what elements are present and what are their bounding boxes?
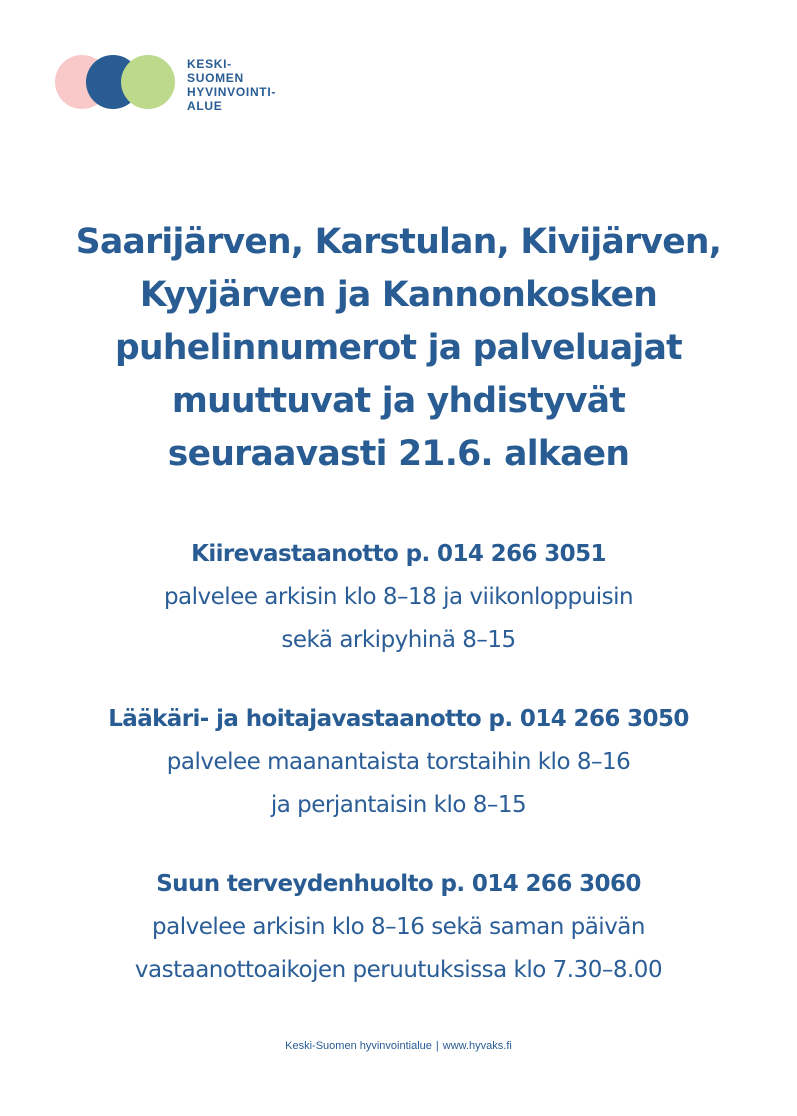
headline-line-3: puhelinnumerot ja palveluajat xyxy=(115,328,682,368)
service-hours-line: palvelee arkisin klo 8–18 ja viikonloppuisin xyxy=(163,584,634,610)
logo-circles-icon xyxy=(55,54,177,110)
footer-separator: | xyxy=(435,1040,439,1052)
service-suun-terveydenhuolto xyxy=(20,863,777,992)
service-hours-line: vastaanottoaikojen peruutuksissa klo 7.30–8.00 xyxy=(134,957,663,983)
service-hours-line: ja perjantaisin klo 8–15 xyxy=(270,792,527,818)
service-title: Suun terveydenhuolto p. 014 266 3060 xyxy=(156,871,641,897)
logo-wordmark xyxy=(187,57,276,113)
page-title xyxy=(20,216,777,481)
logo xyxy=(55,54,300,112)
logo-line-3: HYVINVOINTI- xyxy=(187,85,277,99)
services-list xyxy=(20,533,777,1028)
logo-line-4: ALUE xyxy=(187,99,223,113)
footer-org: Keski-Suomen hyvinvointialue xyxy=(285,1040,432,1052)
headline-line-1: Saarijärven, Karstulan, Kivijärven, xyxy=(75,222,722,262)
service-title: Kiirevastaanotto p. 014 266 3051 xyxy=(191,541,606,567)
footer xyxy=(0,1040,797,1052)
service-title: Lääkäri- ja hoitajavastaanotto p. 014 266 3050 xyxy=(108,706,689,732)
service-laakari-hoitaja xyxy=(20,698,777,827)
headline-line-2: Kyyjärven ja Kannonkosken xyxy=(139,275,658,315)
headline-line-5: seuraavasti 21.6. alkaen xyxy=(167,434,630,474)
service-hours-line: palvelee maanantaista torstaihin klo 8–16 xyxy=(166,749,631,775)
service-hours-line: palvelee arkisin klo 8–16 sekä saman päivän xyxy=(152,914,645,940)
footer-website-link[interactable]: www.hyvaks.fi xyxy=(442,1040,512,1052)
service-kiirevastaanotto xyxy=(20,533,777,662)
service-hours-line: sekä arkipyhinä 8–15 xyxy=(281,627,516,653)
logo-line-1: KESKI- xyxy=(187,57,232,71)
headline-line-4: muuttuvat ja yhdistyvät xyxy=(171,381,626,421)
logo-line-2: SUOMEN xyxy=(187,71,244,85)
logo-circle-green xyxy=(121,55,175,109)
